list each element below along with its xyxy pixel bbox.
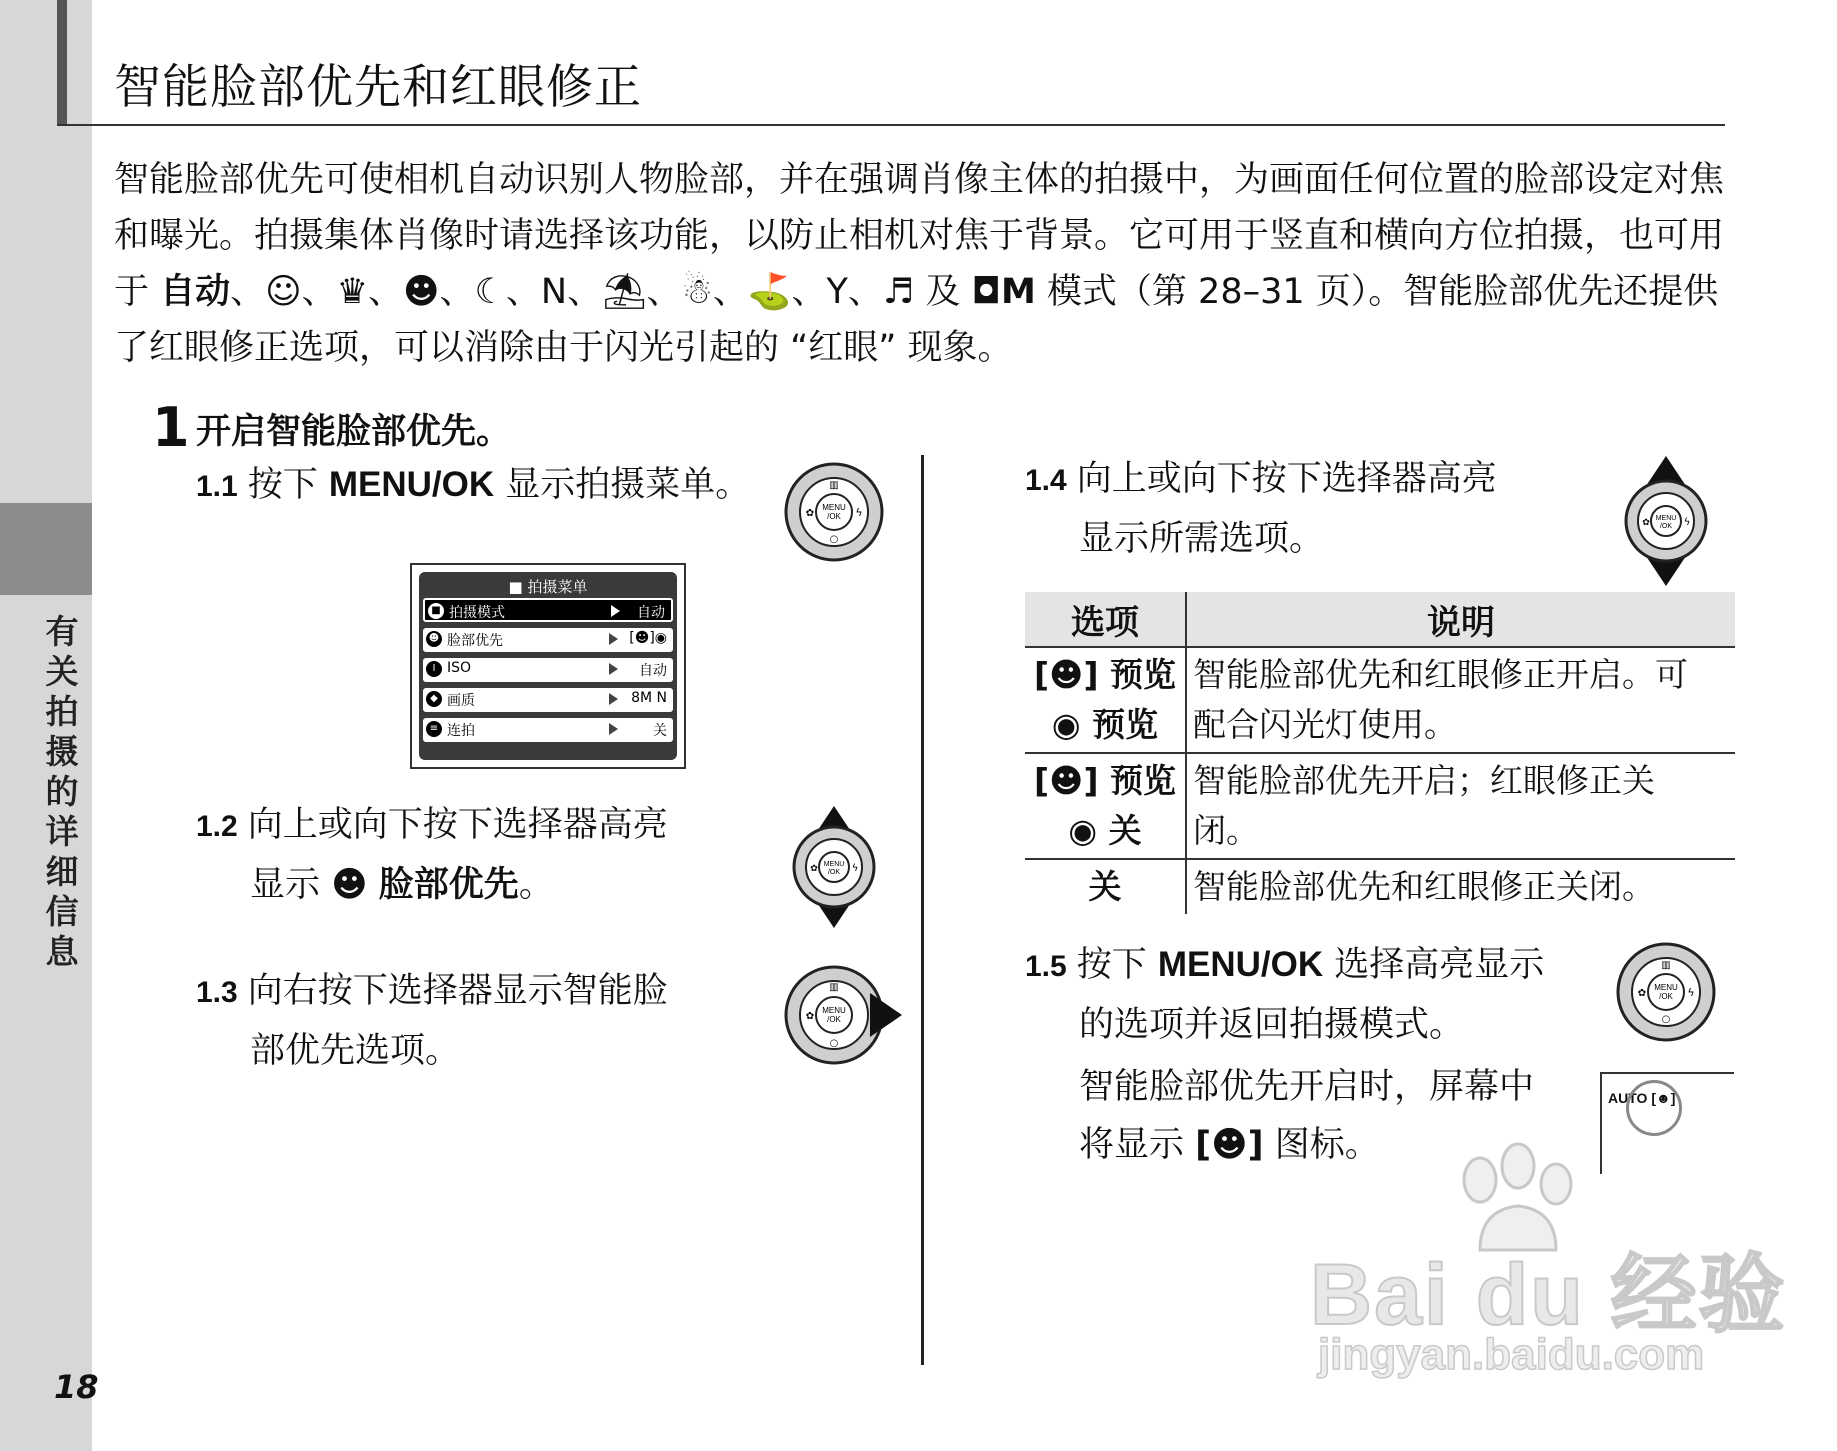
svg-text:▥: ▥ (829, 480, 839, 491)
substep-number: 1.2 (196, 810, 238, 843)
description-line: 智能脸部优先和红眼修正开启。可 (1193, 655, 1688, 694)
right-arrow-icon (609, 663, 618, 675)
table-row (1025, 753, 1735, 859)
menu-row-value: 8M N (631, 690, 667, 706)
menu-row-quality (423, 688, 673, 712)
selector-dial-icon (780, 458, 888, 566)
menu-row-value: 自动 (637, 605, 665, 621)
selector-up-down-icon (780, 796, 888, 936)
page-title: 智能脸部优先和红眼修正 (114, 60, 642, 115)
svg-text:MENU: MENU (1654, 983, 1678, 992)
table-cell-option (1025, 859, 1186, 914)
substep-1-2 (196, 796, 668, 914)
substep-text: 显示拍摄菜单。 (505, 465, 751, 505)
svg-text:/OK: /OK (827, 1015, 841, 1024)
svg-text:○: ○ (1661, 1014, 1671, 1025)
substep-text: 显示所需选项。 (1079, 519, 1325, 559)
table-cell-description (1186, 647, 1735, 753)
substep-1-4 (1025, 450, 1497, 568)
menu-row-value: 关 (653, 723, 667, 739)
intro-auto-mode: 自动 (160, 272, 231, 312)
note-text: 将显示 (1079, 1125, 1185, 1165)
column-divider (921, 455, 924, 1365)
selector-right-icon (780, 960, 910, 1070)
substep-text: 向上或向下按下选择器高亮 (1076, 459, 1497, 499)
intro-and: 及 (925, 272, 961, 312)
table-row (1025, 859, 1735, 914)
option-face-preview: [☻] 预览 (1033, 761, 1177, 800)
svg-text:▥: ▥ (1661, 960, 1671, 971)
substep-text: 。 (518, 865, 554, 905)
svg-text:○: ○ (829, 534, 839, 545)
table-cell-option (1025, 753, 1186, 859)
svg-text:MENU: MENU (822, 1006, 846, 1015)
svg-text:✿: ✿ (1642, 518, 1650, 528)
right-arrow-icon (609, 633, 618, 645)
menu-ok-key: MENU/OK (328, 465, 495, 504)
svg-text:ϟ: ϟ (855, 506, 863, 519)
substep-number: 1.3 (196, 976, 238, 1009)
right-arrow-icon (609, 723, 618, 735)
svg-text:/OK: /OK (827, 869, 841, 876)
option-redeye-off: ◉ 关 (1068, 811, 1142, 850)
camera-menu-screen (410, 563, 686, 769)
svg-text:✿: ✿ (810, 864, 818, 874)
table-row (1025, 647, 1735, 753)
menu-row-iso (423, 658, 673, 682)
description-line: 智能脸部优先开启；红眼修正关 (1193, 761, 1655, 800)
table-cell-description (1186, 859, 1735, 914)
menu-row-shooting-mode (423, 598, 673, 622)
auto-mode-icon: AUTO (1608, 1090, 1648, 1106)
description-line: 智能脸部优先和红眼修正关闭。 (1193, 867, 1655, 906)
burst-icon: ≡ (426, 721, 442, 737)
face-detection-icon: [☻] (1651, 1090, 1676, 1106)
substep-1-5 (1025, 936, 1544, 1174)
substep-number: 1.1 (196, 470, 238, 503)
substep-1-3 (196, 962, 668, 1080)
menu-row-label: 画质 (447, 693, 475, 709)
sidebar-section-label: 有关拍摄的详细信息 (45, 612, 79, 971)
svg-text:/OK: /OK (827, 512, 841, 521)
sidebar-tab-marker (0, 503, 92, 595)
menu-row-label: 连拍 (447, 723, 475, 739)
right-arrow-icon (611, 605, 620, 617)
camera-menu-header: ■ 拍摄菜单 (508, 578, 588, 596)
svg-text:✿: ✿ (805, 1011, 815, 1022)
option-off: 关 (1088, 867, 1122, 906)
substep-text: 向右按下选择器显示智能脸 (247, 971, 668, 1011)
svg-text:✿: ✿ (1637, 988, 1647, 999)
face-icon: ☻ (331, 865, 368, 905)
substep-text: 显示 (250, 865, 321, 905)
table-cell-option (1025, 647, 1186, 753)
table-header-description: 说明 (1186, 592, 1735, 647)
camera-icon: ■ (428, 603, 444, 619)
svg-text:▥: ▥ (829, 982, 839, 993)
note-text: 智能脸部优先开启时，屏幕中 (1079, 1067, 1535, 1107)
iso-icon: I (426, 661, 442, 677)
svg-text:○: ○ (829, 1038, 839, 1049)
substep-number: 1.4 (1025, 464, 1067, 497)
options-table (1025, 592, 1735, 914)
menu-row-burst (423, 718, 673, 742)
intro-text-end: 模式（第 28–31 页）。智能脸部优先还提供了红眼修正选项，可以消除由于闪光引起的 “红眼” 现象。 (114, 272, 1719, 368)
step-title: 开启智能脸部优先。 (196, 412, 512, 452)
substep-text: 按下 (247, 465, 318, 505)
face-icon: ☻ (426, 631, 442, 647)
intro-paragraph (114, 152, 1734, 376)
menu-row-label: 脸部优先 (447, 633, 503, 649)
menu-row-face-priority (423, 628, 673, 652)
description-line: 闭。 (1193, 811, 1259, 850)
svg-text:MENU: MENU (1655, 515, 1677, 522)
title-accent-bar (57, 0, 67, 124)
svg-text:/OK: /OK (1659, 523, 1673, 530)
substep-text: 向上或向下按下选择器高亮 (247, 805, 668, 845)
page-number: 18 (54, 1368, 99, 1406)
substep-1-1 (196, 456, 750, 516)
selector-dial-icon (1612, 938, 1720, 1046)
table-cell-description (1186, 753, 1735, 859)
table-header-option: 选项 (1025, 592, 1186, 647)
option-face-preview: [☻] 预览 (1033, 655, 1177, 694)
step-number: 1 (152, 396, 190, 459)
option-redeye-preview: ◉ 预览 (1051, 705, 1159, 744)
face-detection-icon: [☻] (1195, 1125, 1264, 1165)
description-line: 配合闪光灯使用。 (1193, 705, 1457, 744)
svg-text:/OK: /OK (1659, 992, 1673, 1001)
selector-up-down-icon (1612, 450, 1720, 590)
svg-text:MENU: MENU (822, 503, 846, 512)
svg-text:ϟ: ϟ (1683, 517, 1691, 528)
substep-text: 按下 (1076, 945, 1147, 985)
substep-number: 1.5 (1025, 950, 1067, 983)
menu-row-value: 自动 (639, 663, 667, 679)
note-text: 图标。 (1274, 1125, 1380, 1165)
highlight-ring (1626, 1080, 1682, 1136)
watermark-brand: Bai du 经验 (1310, 1247, 1787, 1343)
manual-mode-icon: ◘M (971, 272, 1036, 312)
svg-text:ϟ: ϟ (1687, 986, 1695, 999)
svg-text:MENU: MENU (823, 861, 845, 868)
intro-text-start: 智能脸部优先可使相机自动识别人物脸部，并在强调肖像主体的拍摄中，为画面任何位置的脸部设定对焦和曝光。拍摄集体肖像时请选择该功能，以防止相机对焦于背景。它可用于竖直和横向方位拍摄，也可用于 (114, 160, 1725, 312)
substep-text: 选择高亮显示 (1334, 945, 1545, 985)
title-rule (57, 124, 1725, 126)
table-header-row (1025, 592, 1735, 647)
viewfinder-indicator (1600, 1072, 1734, 1174)
menu-row-value: [☻]◉ (629, 630, 667, 646)
substep-text: 部优先选项。 (250, 1031, 461, 1071)
camera-menu-title: 拍摄菜单 (527, 578, 588, 596)
scene-mode-icons: 、☺、♛、☻、☾、N、⛱、☃、⛳、Y、♬ (230, 272, 915, 312)
menu-ok-key: MENU/OK (1157, 945, 1324, 984)
svg-text:ϟ: ϟ (851, 863, 859, 874)
menu-row-label: ISO (447, 660, 472, 676)
substep-text: 的选项并返回拍摄模式。 (1079, 1005, 1465, 1045)
svg-text:✿: ✿ (805, 508, 815, 519)
right-arrow-icon (609, 693, 618, 705)
watermark-url: jingyan.baidu.com (1318, 1330, 1705, 1379)
quality-icon: ◆ (426, 691, 442, 707)
menu-row-label: 拍摄模式 (449, 605, 505, 621)
face-priority-label: 脸部优先 (378, 865, 519, 905)
